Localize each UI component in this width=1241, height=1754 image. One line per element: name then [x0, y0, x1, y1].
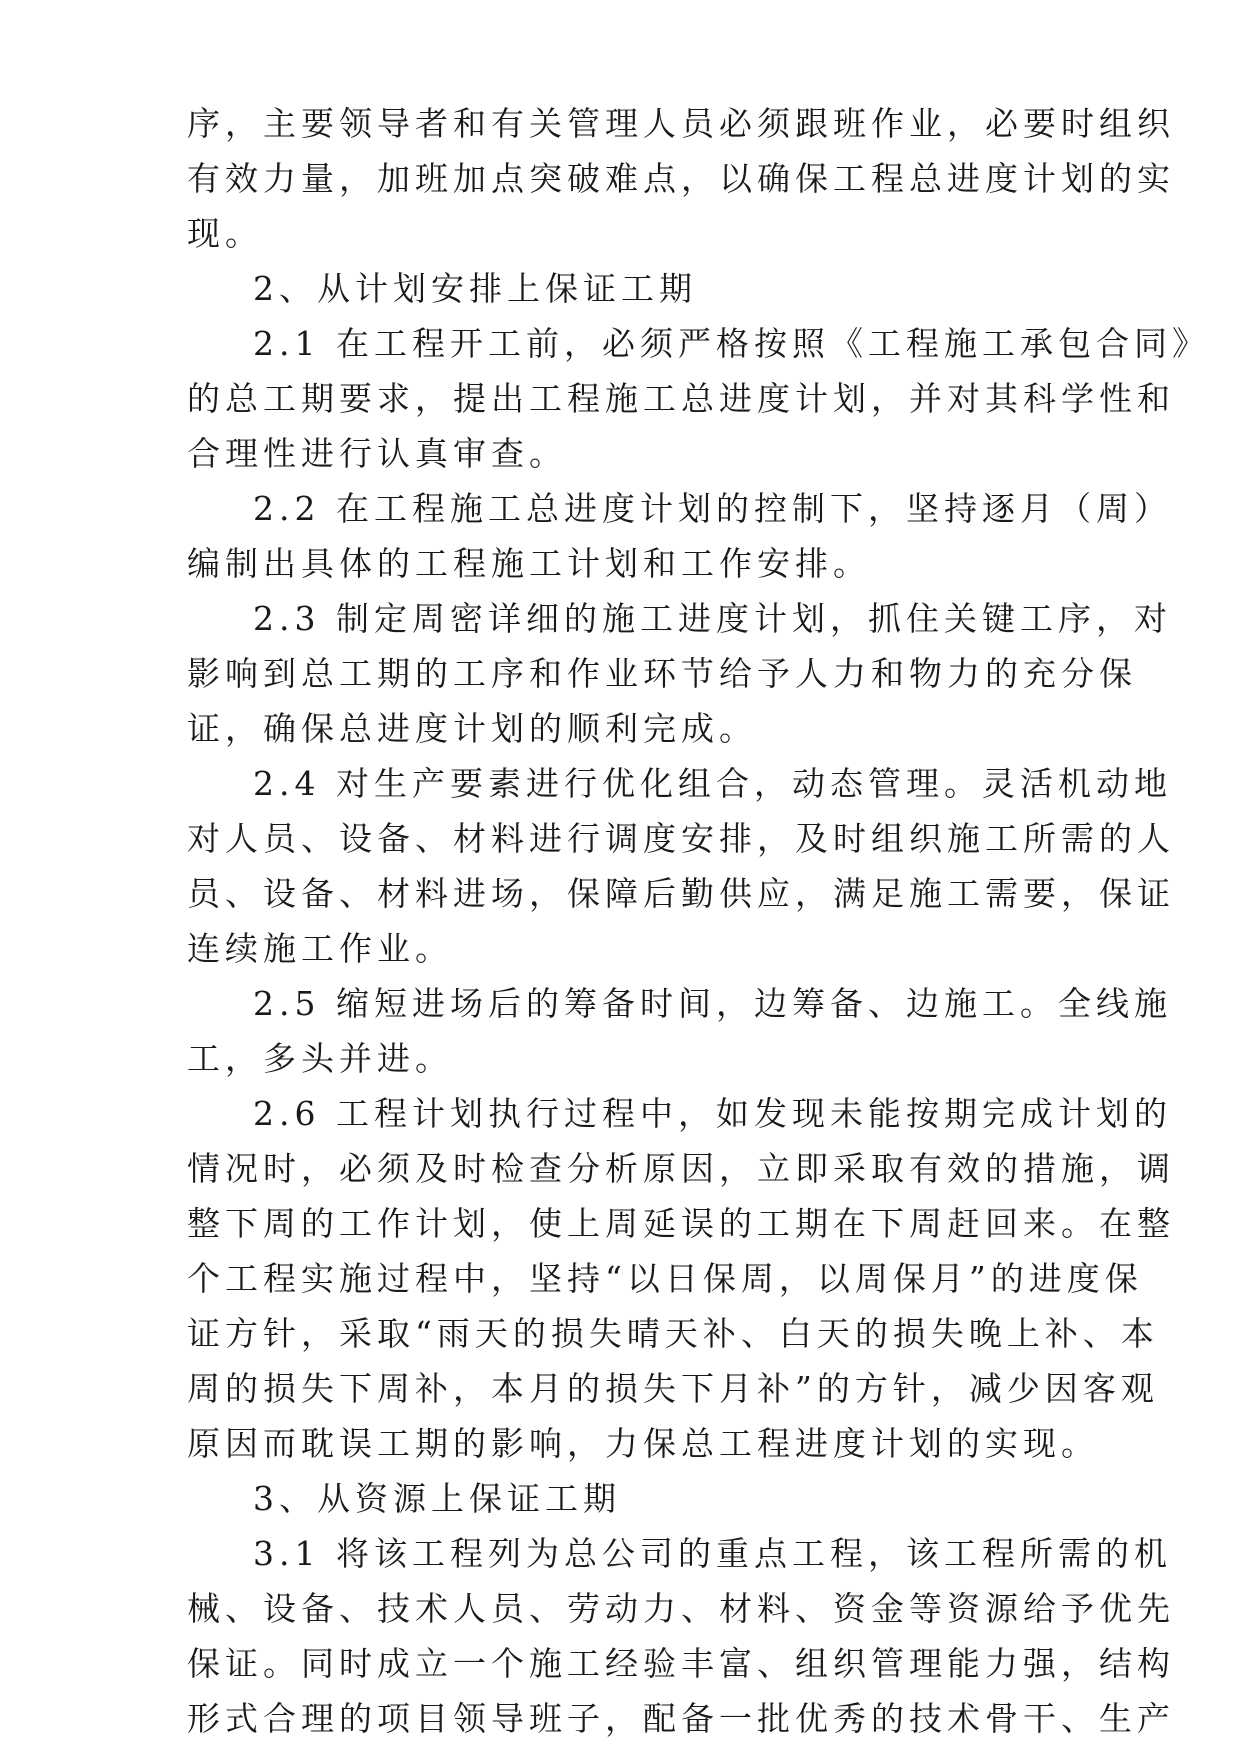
text-line: 3.1 将该工程列为总公司的重点工程，该工程所需的机	[253, 1534, 1172, 1573]
text-line: 工，多头并进。	[187, 1039, 453, 1078]
text-line: 2.6 工程计划执行过程中，如发现未能按期完成计划的	[253, 1094, 1172, 1133]
text-line: 周的损失下周补，本月的损失下月补”的方针，减少因客观	[187, 1369, 1159, 1408]
text-line: 的总工期要求，提出工程施工总进度计划，并对其科学性和	[187, 379, 1175, 418]
text-line: 2.5 缩短进场后的筹备时间，边筹备、边施工。全线施	[253, 984, 1172, 1023]
text-line: 2.2 在工程施工总进度计划的控制下，坚持逐月（周）	[253, 489, 1172, 528]
text-line: 个工程实施过程中，坚持“以日保周，以周保月”的进度保	[187, 1259, 1143, 1298]
text-line: 2.4 对生产要素进行优化组合，动态管理。灵活机动地	[253, 764, 1172, 803]
text-line: 原因而耽误工期的影响，力保总工程进度计划的实现。	[187, 1424, 1099, 1463]
text-line: 保证。同时成立一个施工经验丰富、组织管理能力强，结构	[187, 1644, 1175, 1683]
text-line: 2.3 制定周密详细的施工进度计划，抓住关键工序，对	[253, 599, 1172, 638]
text-line: 3、从资源上保证工期	[253, 1479, 621, 1518]
text-line: 合理性进行认真审查。	[187, 434, 567, 473]
text-line: 情况时，必须及时检查分析原因，立即采取有效的措施，调	[187, 1149, 1175, 1188]
document-body	[187, 96, 1210, 1746]
text-line: 连续施工作业。	[187, 929, 453, 968]
text-line: 现。	[187, 214, 263, 253]
text-line: 员、设备、材料进场，保障后勤供应，满足施工需要，保证	[187, 874, 1175, 913]
text-line: 对人员、设备、材料进行调度安排，及时组织施工所需的人	[187, 819, 1175, 858]
text-line: 影响到总工期的工序和作业环节给予人力和物力的充分保	[187, 654, 1137, 693]
text-line: 证方针，采取“雨天的损失晴天补、白天的损失晚上补、本	[187, 1314, 1159, 1353]
text-line: 械、设备、技术人员、劳动力、材料、资金等资源给予优先	[187, 1589, 1175, 1628]
text-line: 编制出具体的工程施工计划和工作安排。	[187, 544, 871, 583]
text-line: 整下周的工作计划，使上周延误的工期在下周赶回来。在整	[187, 1204, 1175, 1243]
text-line: 有效力量，加班加点突破难点，以确保工程总进度计划的实	[187, 159, 1175, 198]
text-line: 序，主要领导者和有关管理人员必须跟班作业，必要时组织	[187, 104, 1175, 143]
text-line: 2.1 在工程开工前，必须严格按照《工程施工承包合同》	[253, 324, 1210, 363]
text-line: 形式合理的项目领导班子，配备一批优秀的技术骨干、生产	[187, 1699, 1175, 1738]
text-line: 证，确保总进度计划的顺利完成。	[187, 709, 757, 748]
text-line: 2、从计划安排上保证工期	[253, 269, 697, 308]
